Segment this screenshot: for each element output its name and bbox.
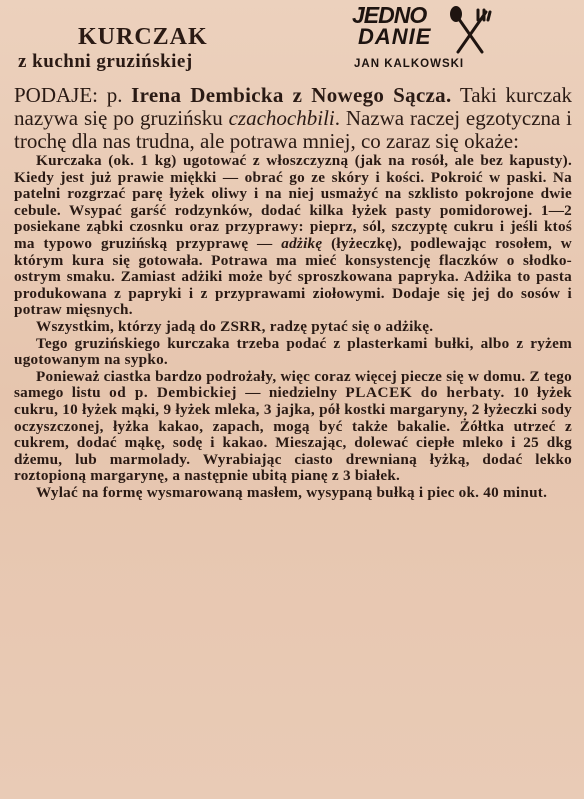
column-name bbox=[352, 4, 448, 48]
lead-paragraph bbox=[14, 84, 572, 153]
recipe-paragraph: Tego gruzińskiego kurczaka trzeba podać z plasterkami bułki, albo z ryżem ugotowanym na sypko. bbox=[14, 334, 572, 369]
cake-paragraph: Ponieważ ciastka bardzo podrożały, więc coraz więcej piecze się w domu. Z tego samego listu od p. Dembickiej — niedzielny PLACEK do herbaty. 10 łyżek cukru, 10 łyżek mąki, 9 łyżek mleka, 3 jajka, pół kostki margaryny, 2 łyżeczki sody oczyszczonej, łyżka kakao, zapach, mogą być także bakalie. Żółtka utrzeć z cukrem, dodać mąkę, sodę i kakao. Mieszając, dolewać ciepłe mleko i 25 dkg dżemu, lub marmolady. Wyrabiając ciasto drewnianą łyżką, dodać lekko roztopioną margarynę, a następnie ubitą pianę z 3 białek. bbox=[14, 367, 572, 485]
recipe-paragraph: Kurczaka (ok. 1 kg) ugotować z włoszczyzną (jak na rosół, ale bez kapusty). Kiedy jest już prawie miękki — obrać go ze skóry i kości. Pokroić w paski. Na patelni rozgrzać parę łyżek oliwy i na niej usmażyć na szklisto pokrojone dwie cebule. Wsypać garść rodzynków, dodać kilka łyżek pasty pomidorowej. 1—2 posiekane ząbki czosnku oraz przyprawy: pieprz, sól, szczyptę cukru i jeśli ktoś ma typowo gruzińską przyprawę — adżikę (łyżeczkę), podlewając rosołem, w którym kura się gotowała. Potrawa ma mieć konsystencję flaczków o słodko-ostrym smaku. Zamiast adżiki może być sproszkowana papryka. Adżika to pasta produkowana z papryki i z przyprawami ziołowymi. Dodaje się jej do sosów i potraw mięsnych. bbox=[14, 152, 572, 319]
crossed-cutlery-icon bbox=[448, 6, 492, 58]
article-body bbox=[14, 84, 572, 501]
article-subtitle: z kuchni gruzińskiej bbox=[18, 51, 193, 72]
column-name-line1: JEDNO bbox=[352, 2, 427, 28]
lead-text-end: . Nazwa raczej egzotyczna i trochę dla nas trudna, ale potrawa mniej, co zaraz się okaże: bbox=[14, 106, 572, 153]
recipe-text bbox=[14, 153, 572, 501]
contributor-name: Irena Dembicka z Nowego Sącza. bbox=[131, 83, 452, 107]
author-name: JAN KALKOWSKI bbox=[354, 58, 465, 70]
column-name-line2: DANIE bbox=[358, 24, 432, 49]
recipe-paragraph: Wszystkim, którzy jadą do ZSRR, radzę pytać się o adżikę. bbox=[36, 317, 434, 335]
dish-name: czachochbili bbox=[228, 106, 335, 130]
spice-name: adżikę bbox=[281, 234, 323, 252]
cake-paragraph: Wylać na formę wysmarowaną masłem, wysypaną bułką i piec ok. 40 minut. bbox=[36, 483, 548, 501]
lead-text: Taki kurczak nazywa się po gruzińsku bbox=[14, 83, 573, 130]
column-logo bbox=[352, 4, 492, 78]
cake-name: PLACEK do herbaty. bbox=[345, 384, 505, 402]
cake-source: od p. Dembickiej bbox=[109, 384, 238, 402]
lead-intro: PODAJE: p. bbox=[14, 83, 132, 107]
article-title: KURCZAK bbox=[78, 24, 208, 50]
article-heading bbox=[18, 24, 338, 74]
